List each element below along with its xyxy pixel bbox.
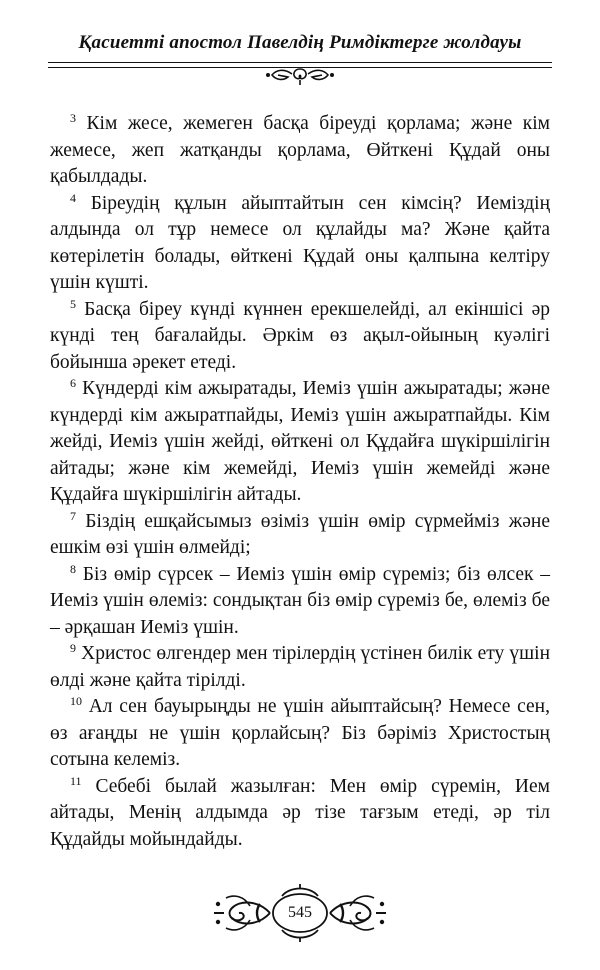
verse-text: Күндерді кім ажыратады, Иеміз үшін ажыратады; және күндерді кім ажыратпайды, Иеміз үшін ажыратпайды. Кім жейді, Иеміз үшін жейді, өйткені ол Құдайға шүкіршілігін айтады; және кім жемейді, Иеміз үшін жемейді және Құдайға шүкіршілігін айтады. xyxy=(50,378,550,505)
verse-number: 5 xyxy=(70,296,76,311)
verse-text: Себебі былай жазылған: Мен өмір сүремін, Ием айтады, Менің алдымда әр тізе тағзым етеді, әр тіл Құдайды мойындайды. xyxy=(50,775,550,850)
verse-number: 11 xyxy=(70,773,82,788)
verse-11 xyxy=(50,774,550,854)
header-rule-thick xyxy=(48,62,552,63)
verse-text: Ал сен бауырыңды не үшін айыптайсың? Немесе сен, өз ағаңды не үшін қорлайсың? Біз бәріміз Христостың сотына келеміз. xyxy=(50,696,550,770)
verse-7 xyxy=(50,509,550,562)
verse-text: Кім жесе, жемеген басқа біреуді қорламa; және кім жемесе, жеп жатқанды қорламa, Өйткені Құдай оны қабылдады. xyxy=(50,113,550,187)
verse-8 xyxy=(50,562,550,642)
header-ornament-icon xyxy=(262,66,338,88)
verse-4 xyxy=(50,191,550,297)
verse-text: Біз өмір сүрсек – Иеміз үшін өмір сүреміз; біз өлсек – Иеміз үшін өлеміз: сондықтан біз өмір сүреміз бе, өлеміз бе – әрқашан Иеміз үшін. xyxy=(50,563,550,638)
verse-text: Христос өлгендер мен тірілердің үстінен билік ету үшін өлді және қайта тірілді. xyxy=(50,643,550,691)
verse-number: 9 xyxy=(70,641,76,655)
page-number: 545 xyxy=(288,904,312,921)
verse-number: 6 xyxy=(70,376,76,390)
verse-9 xyxy=(50,641,550,694)
page-header-title: Қасиетті апостол Павелдің Римдіктерге жолдауы xyxy=(78,32,522,53)
verse-number: 10 xyxy=(70,694,82,708)
verse-text: Біздің ешқайсымыз өзіміз үшін өмір сүрмейміз және ешкім өзі үшін өлмейді; xyxy=(50,510,550,558)
verse-number: 8 xyxy=(70,561,76,576)
verse-3 xyxy=(50,111,550,191)
verse-text: Біреудің құлын айыптайтын сен кімсің? Иеміздің алдында ол тұр немесе ол құлайды ма? Және қайта көтерілетін болады, өйткені Құдай оны қалпына келтіру үшін күшті. xyxy=(50,192,550,293)
verse-number: 4 xyxy=(70,190,76,205)
verse-body xyxy=(50,111,550,853)
verse-number: 7 xyxy=(70,508,76,523)
verse-5 xyxy=(50,297,550,377)
verse-6 xyxy=(50,376,550,509)
verse-text: Басқа біреу күнді күннен ерекшелейді, ал екіншісі әр күнді тең бағалайды. Әркім өз ақыл-ойының куәлігі бойынша әрекет етеді. xyxy=(50,298,550,373)
verse-number: 3 xyxy=(70,111,76,125)
verse-10 xyxy=(50,694,550,774)
